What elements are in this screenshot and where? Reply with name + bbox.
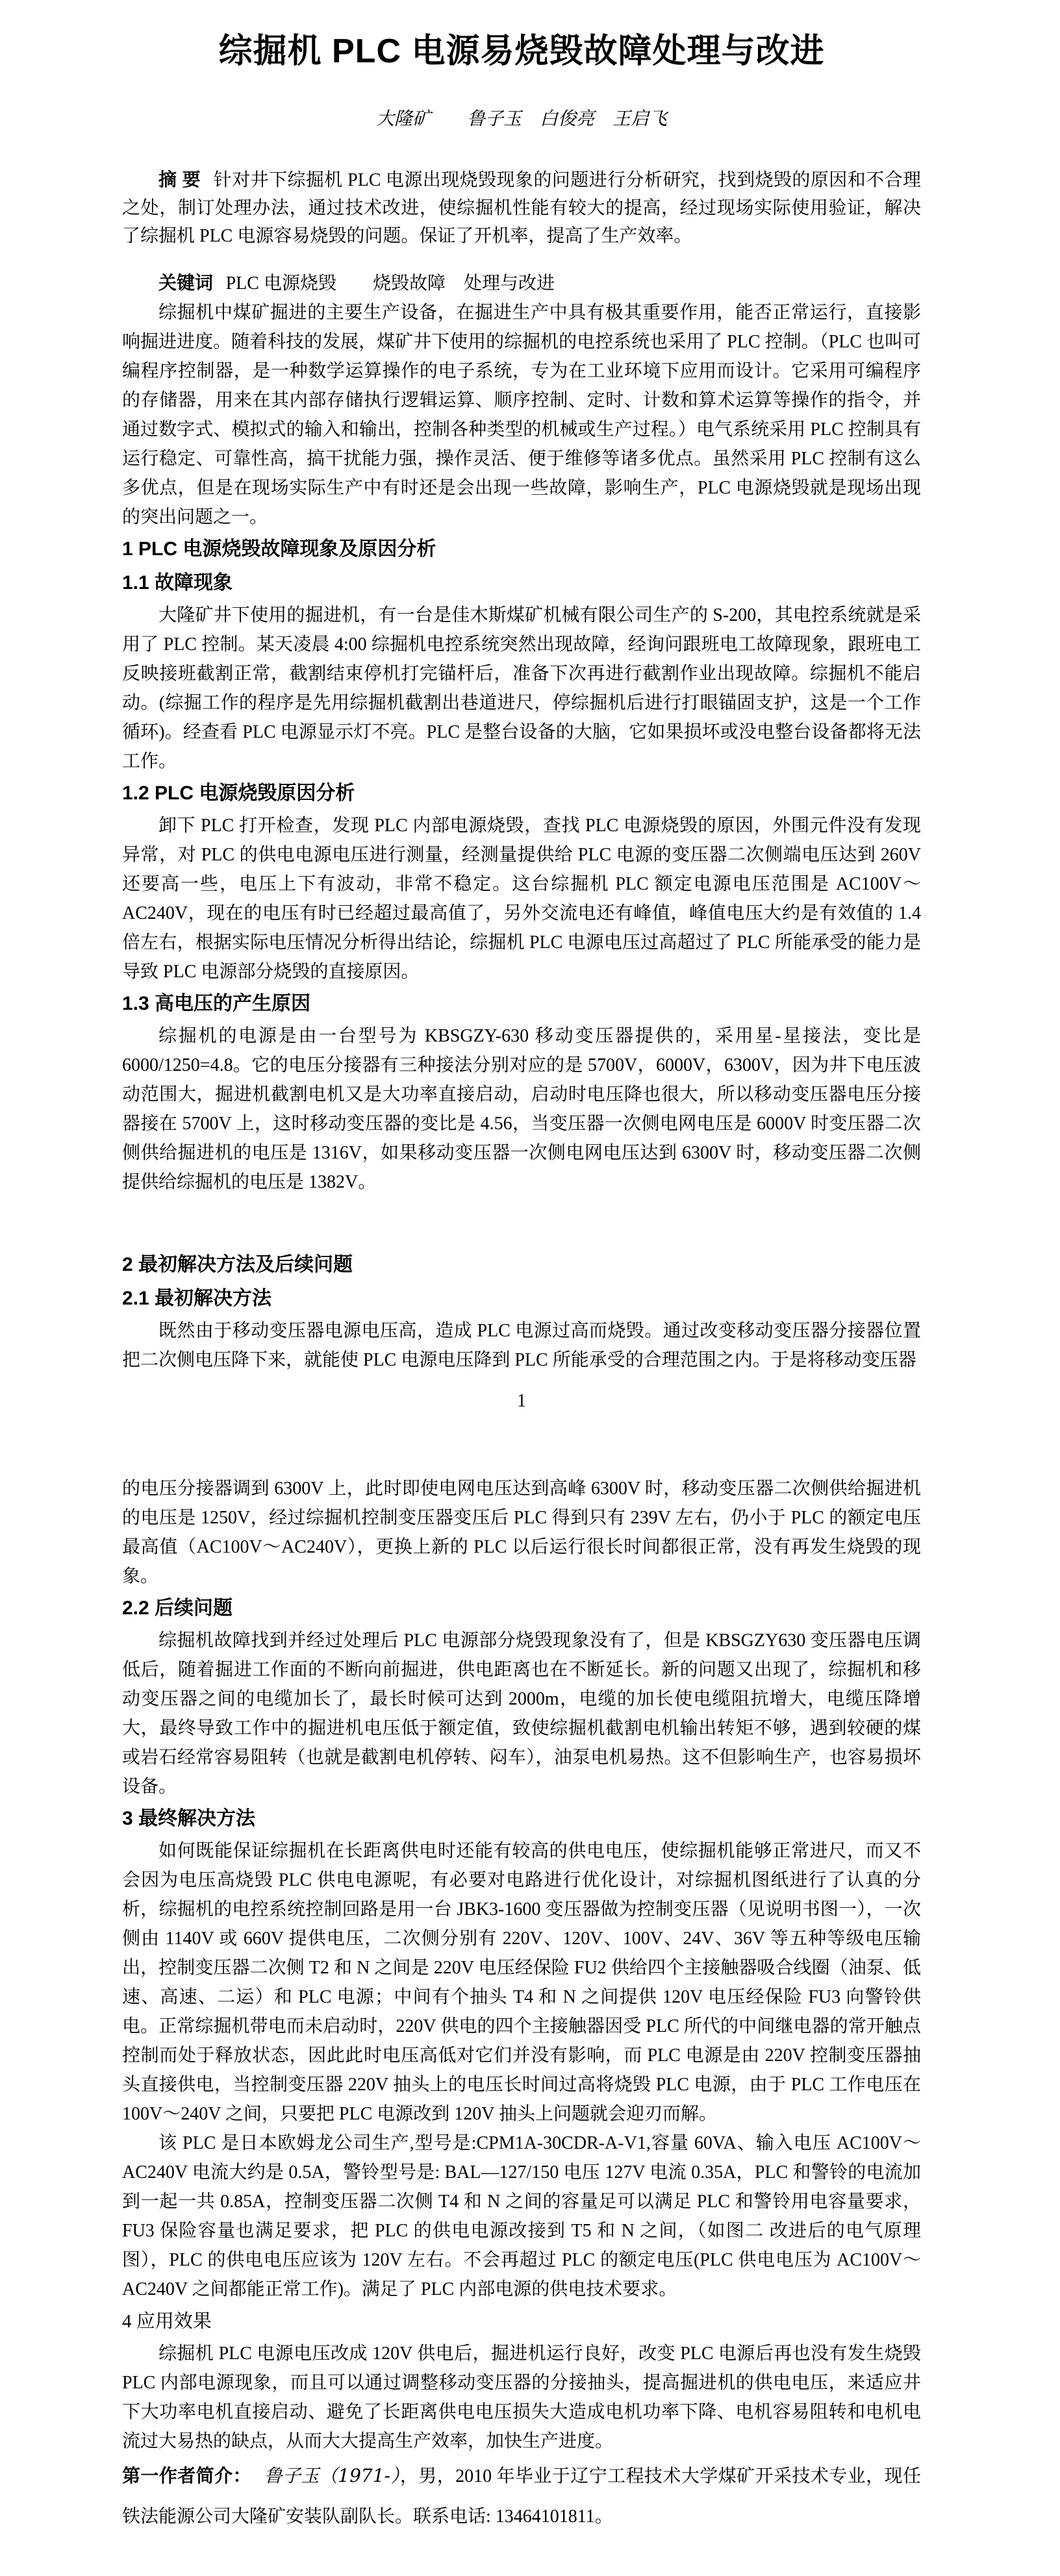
keywords-text: PLC 电源烧毁 烧毁故障 处理与改进 <box>225 273 555 294</box>
section-1-3-heading: 1.3 高电压的产生原因 <box>122 993 311 1014</box>
section-2-2-heading: 2.2 后续问题 <box>122 1597 233 1619</box>
authors-line: 大隆矿 鲁子玉 白俊亮 王启飞 <box>375 108 667 129</box>
section-1-2-heading: 1.2 PLC 电源烧毁原因分析 <box>122 782 355 804</box>
paper-title: 综掘机 PLC 电源易烧毁故障处理与改进 <box>218 32 825 70</box>
page-number: 1 <box>517 1391 526 1411</box>
section-2-heading: 2 最初解决方法及后续问题 <box>122 1254 353 1275</box>
bio-author-name: 鲁子玉（1971-） <box>264 2465 400 2486</box>
section-1-3-paragraph: 综掘机的电源是由一台型号为 KBSGZY-630 移动变压器提供的，采用星-星接法，变比是 6000/1250=4.8。它的电压分接器有三种接法分别对应的是 5700V，6000V，6300V，因为井下电压波动范围大，掘进机截割电机又是大功率直接启动，启动时电压降也很大，所以移动变压器电压分接器接在 5700V 上，这时移动变压器的变比是 4.56，当变压器一次侧电网电压是 6000V 时变压器二次侧供给掘进机的电压是 1316V，如果移动变压器一次侧电网电压达到 6300V 时，移动变压器二次侧提供给综掘机的电压是 1382V。 <box>122 1026 921 1192</box>
keywords-label: 关键词 <box>158 273 214 293</box>
section-1-heading: 1 PLC 电源烧毁故障现象及原因分析 <box>122 538 436 560</box>
bio-label: 第一作者简介： <box>122 2466 251 2486</box>
section-3-paragraph-1: 如何既能保证综掘机在长距离供电时还能有较高的供电电压，使综掘机能够正常进尺，而又不会因为电压高烧毁 PLC 供电电源呢，有必要对电路进行优化设计，对综掘机图纸进行了认真的分析，综掘机的电控系统控制回路是用一台 JBK3-1600 变压器做为控制变压器（见说明书图一），一次侧由 1140V 或 660V 提供电压，二次侧分别有 220V、120V、100V、24V、36V 等五种等级电压输出，控制变压器二次侧 T2 和 N 之间是 220V 电压经保险 FU2 供给四个主接触器吸合线圈（油泵、低速、高速、二运）和 PLC 电源；中间有个抽头 T4 和 N 之间提供 120V 电压经保险 FU3 向警铃供电。正常综掘机带电而未启动时，220V 供电的四个主接触器因受 PLC 所代的中间继电器的常开触点控制而处于释放状态，因此此时电压高低对它们并没有影响，而 PLC 电源是由 220V 控制变压器抽头直接供电，当控制变压器 220V 抽头上的电压长时间过高将烧毁 PLC 电源，由于 PLC 工作电压在 100V～240V 之间，只要把 PLC 电源改到 120V 抽头上问题就会迎刃而解。 <box>122 1841 922 2124</box>
section-1-1-paragraph: 大隆矿井下使用的掘进机，有一台是佳木斯煤矿机械有限公司生产的 S-200，其电控系统就是采用了 PLC 控制。某天凌晨 4:00 综掘机电控系统突然出现故障，经询问跟班电工故障现象，跟班电工反映接班截割正常，截割结束停机打完锚杆后，准备下次再进行截割作业出现故障。综掘机不能启动。(综掘工作的程序是先用综掘机截割出巷道进尺，停综掘机后进行打眼锚固支护，这是一个工作循环)。经查看 PLC 电源显示灯不亮。PLC 是整台设备的大脑，它如果损坏或没电整台设备都将无法工作。 <box>122 605 921 771</box>
intro-paragraph: 综掘机中煤矿掘进的主要生产设备，在掘进生产中具有极其重要作用，能否正常运行，直接影响掘进进度。随着科技的发展，煤矿井下使用的综掘机的电控系统也采用了 PLC 控制。（PLC 也叫可编程序控制器，是一种数学运算操作的电子系统，专为在工业环境下应用而设计。它采用可编程序的存储器，用来在其内部存储执行逻辑运算、顺序控制、定时、计数和算术运算等操作的指令，并通过数字式、模拟式的输入和输出，控制各种类型的机械或生产过程。）电气系统采用 PLC 控制具有运行稳定、可靠性高，搞干扰能力强，操作灵活、便于维修等诸多优点。虽然采用 PLC 控制有这么多优点，但是在现场实际生产中有时还是会出现一些故障，影响生产，PLC 电源烧毁就是现场出现的突出问题之一。 <box>122 303 921 527</box>
section-4-paragraph: 综掘机 PLC 电源电压改成 120V 供电后，掘进机运行良好，改变 PLC 电源后再也没有发生烧毁 PLC 内部电源现象，而且可以通过调整移动变压器的分接抽头，提高掘进机的供电电压，来适应井下大功率电机直接启动、避免了长距离供电电压损失大造成电机功率下降、电机容易阻转和电机电流过大易热的缺点，从而大大提高生产效率，加快生产进度。 <box>122 2344 921 2451</box>
keywords-line <box>122 268 921 298</box>
section-1-2-paragraph: 卸下 PLC 打开检查，发现 PLC 内部电源烧毁，查找 PLC 电源烧毁的原因，外围元件没有发现异常，对 PLC 的供电电源电压进行测量，经测量提供给 PLC 电源的变压器二次侧端电压达到 260V 还要高一些，电压上下有波动，非常不稳定。这台综掘机 PLC 额定电源电压范围是 AC100V～AC240V，现在的电压有时已经超过最高值了，另外交流电还有峰值，峰值电压大约是有效值的 1.4 倍左右，根据实际电压情况分析得出结论，综掘机 PLC 电源电压过高超过了 PLC 所能承受的能力是导致 PLC 电源部分烧毁的直接原因。 <box>122 816 921 982</box>
section-3-heading: 3 最终解决方法 <box>122 1808 256 1829</box>
section-4-heading: 4 应用效果 <box>122 2311 212 2332</box>
section-1-1-heading: 1.1 故障现象 <box>122 572 233 594</box>
section-3-paragraph-2: 该 PLC 是日本欧姆龙公司生产,型号是:CPM1A-30CDR-A-V1,容量 60VA、输入电压 AC100V～AC240V 电流大约是 0.5A，警铃型号是: BAL—127/150 电压 127V 电流 0.35A，PLC 和警铃的电流加到一起一共 0.85A，控制变压器二次侧 T4 和 N 之间的容量足可以满足 PLC 和警铃用电容量要求，FU3 保险容量也满足要求，把 PLC 的供电电源改接到 T5 和 N 之间，（如图二 改进后的电气原理图），PLC 的供电电压应该为 120V 左右。不会再超过 PLC 的额定电压(PLC 供电电压为 AC100V～AC240V 之间都能正常工作)。满足了 PLC 内部电源的供电技术要求。 <box>122 2133 921 2299</box>
section-2-1-heading: 2.1 最初解决方法 <box>122 1288 272 1309</box>
section-2-2-paragraph: 综掘机故障找到并经过处理后 PLC 电源部分烧毁现象没有了，但是 KBSGZY630 变压器电压调低后，随着掘进工作面的不断向前掘进，供电距离也在不断延长。新的问题又出现了，综掘机和移动变压器之间的电缆加长了，最长时候可达到 2000m，电缆的加长使电缆阻抗增大，电缆压降增大，最终导致工作中的掘进机电压低于额定值，致使综掘机截割电机输出转矩不够，遇到较硬的煤或岩石经常容易阻转（也就是截割电机停转、闷车），油泵电机易热。这不但影响生产，也容易损坏设备。 <box>122 1631 921 1797</box>
abstract-text: 针对井下综掘机 PLC 电源出现烧毁现象的问题进行分析研究，找到烧毁的原因和不合理之处，制订处理办法，通过技术改进，使综掘机性能有较大的提高，经过现场实际使用验证，解决了综掘机 PLC 电源容易烧毁的问题。保证了开机率，提高了生产效率。 <box>122 170 921 246</box>
section-2-1-paragraph-page2: 的电压分接器调到 6300V 上，此时即使电网电压达到高峰 6300V 时，移动变压器二次侧供给掘进机的电压是 1250V，经过综掘机控制变压器变压后 PLC 得到只有 239V 左右，仍小于 PLC 的额定电压最高值（AC100V～AC240V），更换上新的 PLC 以后运行很长时间都很正常，没有再发生烧毁的现象。 <box>122 1479 921 1586</box>
bio-text: ，男，2010 年毕业于辽宁工程技术大学煤矿开采技术专业，现任铁法能源公司大隆矿安装队副队长。联系电话: 13464101811。 <box>122 2466 921 2527</box>
abstract-paragraph <box>122 166 921 250</box>
section-2-1-paragraph-page1: 既然由于移动变压器电源电压高，造成 PLC 电源过高而烧毁。通过改变移动变压器分接器位置把二次侧电压降下来，就能使 PLC 电源电压降到 PLC 所能承受的合理范围之内。于是将移动变压器 <box>122 1321 921 1370</box>
author-bio <box>122 2456 921 2537</box>
abstract-label: 摘 要 <box>158 169 201 190</box>
